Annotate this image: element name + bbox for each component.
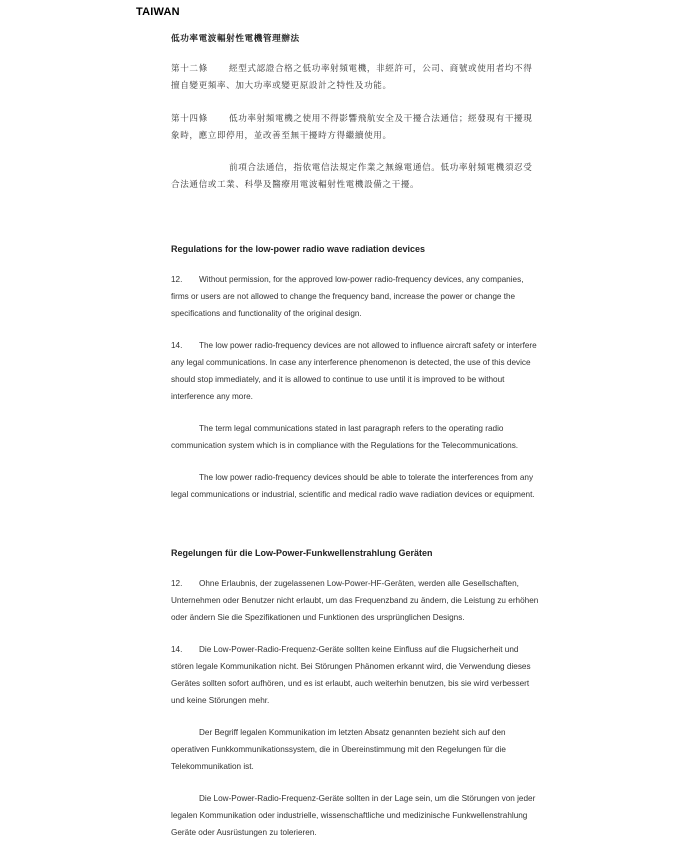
german-paragraph-14-text: Die Low-Power-Radio-Frequenz-Geräte sollten keine Einfluss auf die Flugsicherheit und stören legale Kommunikation nicht. Bei Störungen Phänomen erkannt wird, die Verwendung dieses Gerätes sollten sofort aufhören, und es ist erlaubt, auch weiterhin benutzen, bis sie wird verbessert und keine Störungen mehr. [171,645,531,705]
chinese-paragraph-12-number: 第十二條 [171,64,208,74]
chinese-title: 低功率電波輻射性電機管理辦法 [171,34,300,44]
german-paragraph-tolerate-text: Die Low-Power-Radio-Frequenz-Geräte sollten in der Lage sein, um die Störungen von jeder legalen Kommunikation oder industrielle, wissenschaftliche und medizinische Funkwellenstrahlung Geräte oder Ausrüstungen zu tolerieren. [171,794,536,837]
chinese-paragraph-14-number: 第十四條 [171,114,208,124]
german-paragraph-12-text: Ohne Erlaubnis, der zugelassenen Low-Power-HF-Geräten, werden alle Gesellschaften, Unternehmen oder Benutzer nicht erlaubt, um das Frequenzband zu ändern, die Leistung zu erhöhen oder ändern Sie die Spezifikationen und Funktionen des ursprünglichen Designs. [171,579,539,622]
english-title: Regulations for the low-power radio wave radiation devices [171,244,426,254]
english-paragraph-14-text: The low power radio-frequency devices are not allowed to influence aircraft safety or interfere any legal communications. In case any interference phenomenon is detected, the use of this device should stop immediately, and it is allowed to continue to use until it is improved to be without interference any more. [171,341,537,401]
page-label-taiwan: TAIWAN [136,6,180,18]
german-paragraph-tolerate [171,790,539,841]
german-paragraph-14-number: 14. [171,645,183,654]
german-paragraph-12 [171,575,539,626]
chinese-paragraph-14-text: 低功率射頻電機之使用不得影響飛航安全及干擾合法通信；經發現有干擾現象時，應立即停用，並改善至無干擾時方得繼續使用。 [171,114,533,141]
english-paragraph-tolerate [171,469,539,503]
english-paragraph-12 [171,271,539,322]
english-paragraph-tolerate-text: The low power radio-frequency devices should be able to tolerate the interferences from any legal communications or industrial, scientific and medical radio wave radiation devices or equipment. [171,473,535,499]
german-paragraph-legal [171,724,539,775]
english-paragraph-12-text: Without permission, for the approved low-power radio-frequency devices, any companies, firms or users are not allowed to change the frequency band, increase the power or change the specifications and functionality of the original design. [171,275,524,318]
english-paragraph-12-number: 12. [171,275,183,284]
english-paragraph-14-number: 14. [171,341,183,350]
chinese-paragraph-legal [171,160,539,194]
german-paragraph-legal-text: Der Begriff legalen Kommunikation im letzten Absatz genannten bezieht sich auf den operativen Funkkommunikationssystem, die in Übereinstimmung mit den Regelungen für die Telekommunikation ist. [171,728,506,771]
english-paragraph-14 [171,337,539,405]
german-title: Regelungen für die Low-Power-Funkwellenstrahlung Geräten [171,548,433,558]
english-paragraph-legal [171,420,539,454]
german-paragraph-14 [171,641,539,709]
chinese-paragraph-12-text: 經型式認證合格之低功率射頻電機，非經許可，公司、商號或使用者均不得擅自變更頻率、加大功率或變更原設計之特性及功能。 [171,64,533,91]
chinese-paragraph-legal-text: 前項合法通信，指依電信法規定作業之無線電通信。低功率射頻電機須忍受合法通信或工業、科學及醫療用電波輻射性電機設備之干擾。 [171,163,533,190]
chinese-paragraph-12 [171,61,539,95]
english-paragraph-legal-text: The term legal communications stated in last paragraph refers to the operating radio communication system which is in compliance with the Regulations for the Telecommunications. [171,424,519,450]
german-paragraph-12-number: 12. [171,579,183,588]
chinese-paragraph-14 [171,111,539,145]
